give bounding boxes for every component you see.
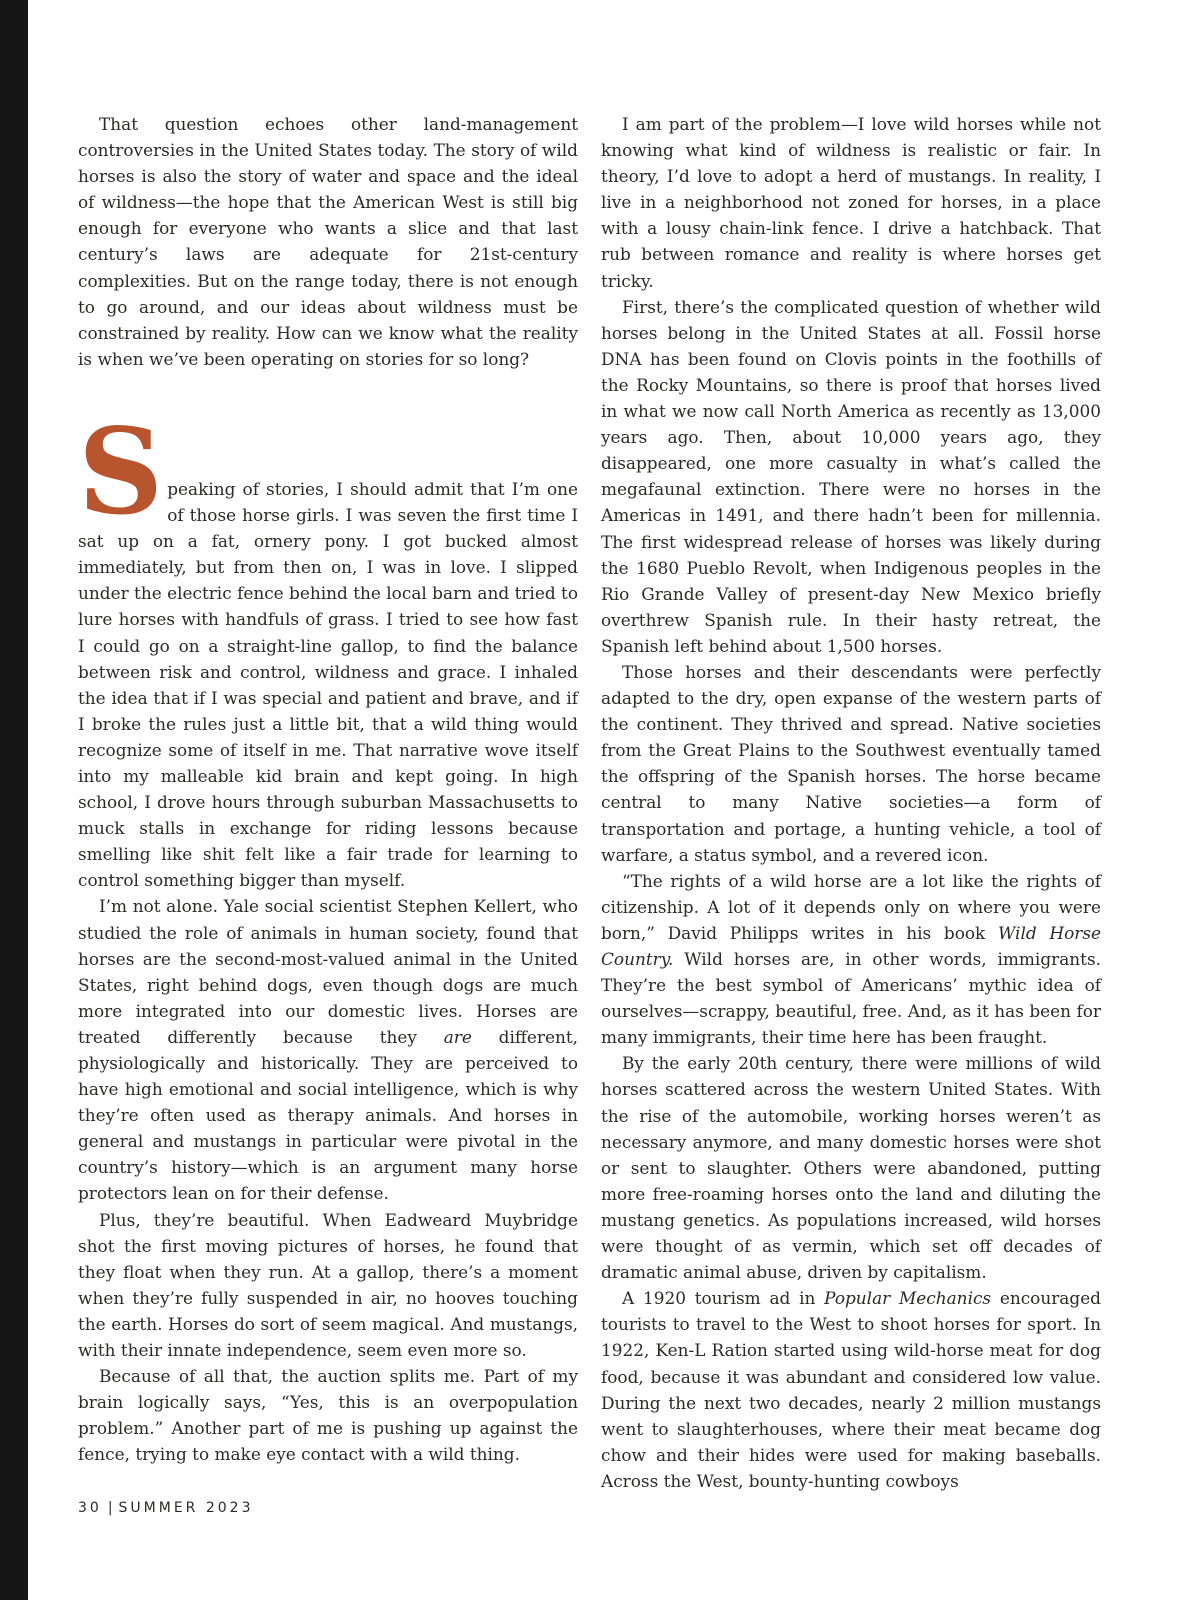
drop-cap-paragraph xyxy=(78,401,578,894)
folio-separator: | xyxy=(107,1500,113,1516)
paragraph-text: “The rights of a wild horse are a lot like the rights of citizenship. A lot of it depends only on where you were born,” David Philipps writes in his book xyxy=(601,870,1101,943)
issue-label: SUMMER 2023 xyxy=(118,1500,254,1516)
paragraph-text: encouraged tourists to travel to the West to shoot horses for sport. In 1922, Ken-L Ration started using wild-horse meat for dog food, because it was abundant and considered low value. During the next two decades, nearly 2 million mustangs went to slaughterhouses, where their meat became dog chow and their hides were used for making baseballs. Across the West, bounty-hunting cowboys xyxy=(601,1288,1101,1491)
paragraph: That question echoes other land-management controversies in the United States today. The story of wild horses is also the story of water and space and the ideal of wildness—the hope that the American West is still big enough for everyone who wants a slice and that last century’s laws are adequate for 21st-century complexities. But on the range today, there is not enough to go around, and our ideas about wildness must be constrained by reality. How can we know what the reality is when we’ve been operating on stories for so long? xyxy=(78,114,578,369)
drop-cap: S xyxy=(78,401,164,541)
paragraph-text: Wild horses are, in other words, immigrants. They’re the best symbol of Americans’ mythic idea of ourselves—scrappy, beautiful, free. And, as it has been for many immigrants, their time here has been fraught. xyxy=(601,949,1101,1048)
publication-title: Popular Mechanics xyxy=(824,1288,992,1309)
paragraph: Plus, they’re beautiful. When Eadweard Muybridge shot the first moving pictures of horses, he found that they float when they run. At a gallop, there’s a moment when they’re fully suspended in air, no hooves touching the earth. Horses do sort of seem magical. And mustangs, with their innate independence, seem even more so. xyxy=(78,1209,578,1361)
book-title: Wild Horse Country. xyxy=(601,922,1102,969)
paragraph xyxy=(601,1285,1101,1494)
page-folio xyxy=(78,1500,254,1516)
paragraph-text: I’m not alone. Yale social scientist Stephen Kellert, who studied the role of animals in human society, found that horses are the second-most-valued animal in the United States, right behind dogs, even though dogs are much more integrated into our domestic lives. Horses are treated differently because they xyxy=(78,896,578,1047)
article-page xyxy=(78,0,1100,1600)
page-number: 30 xyxy=(78,1500,102,1516)
paragraph: I am part of the problem—I love wild horses while not knowing what kind of wildness is realistic or fair. In theory, I’d love to adopt a herd of mustangs. In reality, I live in a neighborhood not zoned for horses, in a place with a lousy chain-link fence. I drive a hatchback. That rub between romance and reality is where horses get tricky. xyxy=(601,114,1101,291)
paragraph-text: A 1920 tourism ad in xyxy=(622,1288,825,1309)
paragraph: By the early 20th century, there were millions of wild horses scattered across the western United States. With the rise of the automobile, working horses weren’t as necessary anymore, and many domestic horses were shot or sent to slaughter. Others were abandoned, putting more free-roaming horses onto the land and diluting the mustang genetics. As populations increased, wild horses were thought of as vermin, which set off decades of dramatic animal abuse, driven by capitalism. xyxy=(601,1053,1101,1283)
paragraph xyxy=(78,893,578,1206)
right-column xyxy=(601,111,1101,1494)
paragraph: First, there’s the complicated question of whether wild horses belong in the United States at all. Fossil horse DNA has been found on Clovis points in the foothills of the Rocky Mountains, so there is proof that horses lived in what we now call North America as recently as 13,000 years ago. Then, about 10,000 years ago, they disappeared, one more casualty in what’s called the megafaunal extinction. There were no horses in the Americas in 1491, and there hadn’t been for millennia. The first widespread release of horses was likely during the 1680 Pueblo Revolt, when Indigenous peoples in the Rio Grande Valley of present-day New Mexico briefly overthrew Spanish rule. In their hasty retreat, the Spanish left behind about 1,500 horses. xyxy=(601,296,1101,656)
paragraph: Those horses and their descendants were perfectly adapted to the dry, open expanse of the western parts of the continent. They thrived and spread. Native societies from the Great Plains to the Southwest eventually tamed the offspring of the Spanish horses. The horse became central to many Native societies—a form of transportation and portage, a hunting vehicle, a tool of warfare, a status symbol, and a revered icon. xyxy=(601,661,1101,865)
paragraph xyxy=(601,868,1101,1051)
emphasis-text: are xyxy=(443,1026,472,1047)
page-edge-bar xyxy=(0,0,28,1600)
left-column xyxy=(78,111,578,1468)
paragraph: peaking of stories, I should admit that I’m one of those horse girls. I was seven the first time I sat up on a fat, ornery pony. I got bucked almost immediately, but from then on, I was in love. I slipped under the electric fence behind the local barn and tried to lure horses with handfuls of grass. I tried to see how fast I could go on a straight-line gallop, to find the balance between risk and control, wildness and grace. I inhaled the idea that if I was special and patient and brave, and if I broke the rules just a little bit, that a wild thing would recognize some of itself in me. That narrative wove itself into my malleable kid brain and kept going. In high school, I drove hours through suburban Massachusetts to muck stalls in exchange for riding lessons because smelling like shit felt like a fair trade for learning to control something bigger than myself. xyxy=(78,478,578,891)
paragraph-text: different, physiologically and historically. They are perceived to have high emotional and social intelligence, which is why they’re often used as therapy animals. And horses in general and mustangs in particular were pivotal in the country’s history—which is an argument many horse protectors lean on for their defense. xyxy=(78,1026,578,1204)
paragraph: Because of all that, the auction splits me. Part of my brain logically says, “Yes, this is an overpopulation problem.” Another part of me is pushing up against the fence, trying to make eye contact with a wild thing. xyxy=(78,1366,578,1465)
